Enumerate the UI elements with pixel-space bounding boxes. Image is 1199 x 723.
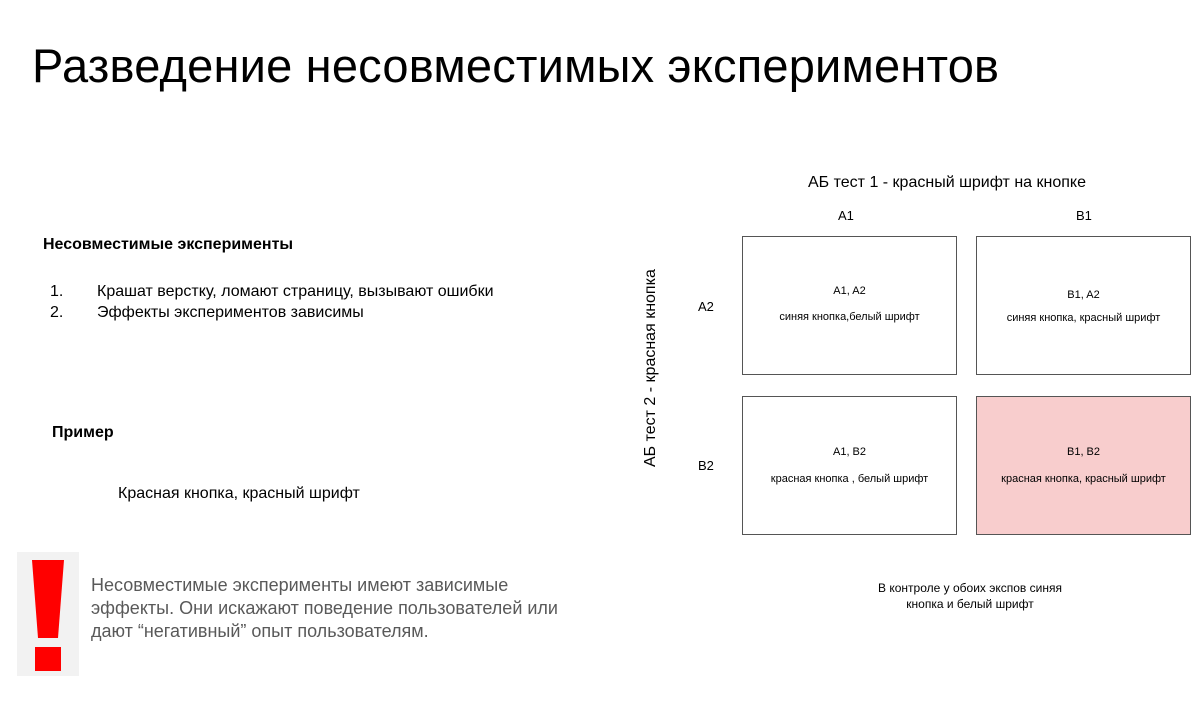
matrix-cell-b1-b2 [976,396,1191,535]
cell-description: синяя кнопка, красный шрифт [1006,312,1161,324]
cell-title: A1, B2 [832,446,867,458]
list-text: Эффекты экспериментов зависимы [97,304,364,321]
cell-title: A1, A2 [833,285,866,297]
page-title: Разведение несовместимых экспериментов [32,39,1000,92]
control-note-line: В контроле у обоих экспов синяя [878,581,1062,595]
matrix-vertical-title: АБ тест 2 - красная кнопка [642,269,659,467]
cell-description: синяя кнопка,белый шрифт [779,311,920,323]
example-text: Красная кнопка, красный шрифт [118,485,360,502]
list-text: Крашат верстку, ломают страницу, вызывают ошибки [97,283,494,300]
control-note-line: кнопка и белый шрифт [906,597,1034,611]
exclamation-icon [17,552,79,676]
control-note [840,580,1100,612]
warning-box [17,552,79,676]
cell-title: B1, A2 [1067,289,1100,301]
row-label-a2: A2 [698,299,714,314]
list-item [50,302,494,323]
column-label-b1: B1 [1076,208,1092,223]
matrix-cell-a1-a2 [742,236,957,375]
cell-description: красная кнопка , белый шрифт [770,473,929,485]
matrix-cell-a1-b2 [742,396,957,535]
list-item [50,281,494,302]
matrix-title: АБ тест 1 - красный шрифт на кнопке [808,174,1086,191]
column-label-a1: A1 [838,208,854,223]
section-heading: Несовместимые эксперименты [43,236,294,253]
reasons-list [50,281,494,323]
example-heading: Пример [52,424,114,441]
warning-text: Несовместимые эксперименты имеют зависимые эффекты. Они искажают поведение пользователей или дают “негативный” опыт пользователям. [91,575,558,641]
row-label-b2: B2 [698,458,714,473]
list-number: 2. [50,304,64,321]
cell-description: красная кнопка, красный шрифт [1001,473,1166,485]
cell-title: B1, B2 [1066,446,1101,458]
list-number: 1. [50,283,64,300]
matrix-cell-b1-a2 [976,236,1191,375]
